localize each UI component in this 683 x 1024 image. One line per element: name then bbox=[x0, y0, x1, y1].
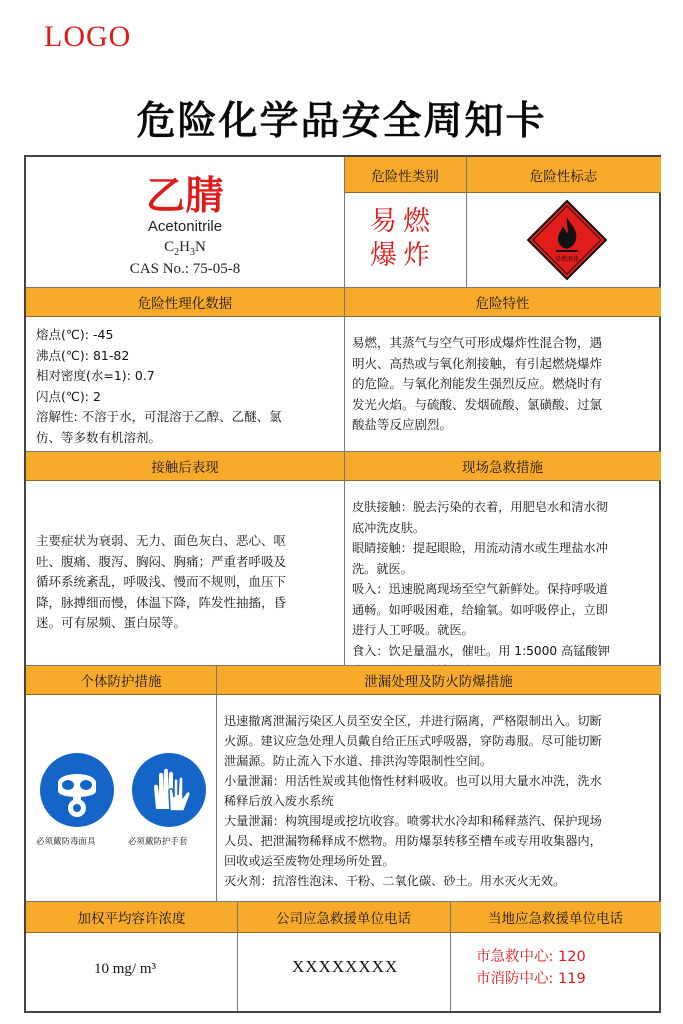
ppe-header: 个体防护措施 bbox=[26, 665, 216, 695]
divider bbox=[450, 901, 451, 1011]
symptoms-header: 接触后表现 bbox=[26, 451, 344, 481]
first-aid-line: 食入：饮足量温水，催吐。用 1:5000 高锰酸钾 bbox=[352, 643, 610, 658]
characteristics-text bbox=[352, 333, 657, 436]
spill-line: 泄漏源。防止流入下水道、排洪沟等限制性空间。 bbox=[224, 754, 493, 768]
symptom-line: 主要症状为衰弱、无力、面色灰白、恶心、呕 bbox=[36, 533, 287, 548]
flammable-liquid-sign bbox=[526, 199, 608, 281]
logo-text: LOGO bbox=[44, 20, 132, 53]
properties-text bbox=[36, 325, 336, 448]
symptom-line: 吐、腹痛、腹泻、胸闷、胸痛；严重者呼吸及 bbox=[36, 553, 287, 569]
spill-line: 稀释后放入废水系统 bbox=[224, 794, 334, 808]
hazard-category-line1: 易燃 bbox=[370, 206, 436, 237]
flame-icon bbox=[526, 199, 608, 281]
first-aid-line: 眼睛接触：提起眼睑，用流动清水或生理盐水冲 bbox=[352, 541, 608, 555]
spill-line: 迅速撤离泄漏污染区人员至安全区，并进行隔离，严格限制出入。切断 bbox=[224, 714, 602, 728]
property-line: 溶解性: 不溶于水，可混溶于乙醇、乙醚、氯 bbox=[36, 409, 282, 424]
spill-line: 回收或运至废物处理场所处置。 bbox=[224, 854, 395, 868]
first-aid-line: 皮肤接触：脱去污染的衣着，用肥皂水和清水彻 bbox=[352, 500, 608, 514]
local-phone-ambulance: 市急救中心: 120 bbox=[476, 949, 586, 965]
spill-line: 大量泄漏：构筑围堤或挖坑收容。喷雾状水冷却和稀释蒸汽、保护现场 bbox=[224, 814, 602, 828]
property-line: 沸点(℃): 81-82 bbox=[36, 347, 130, 363]
spill-text bbox=[224, 711, 659, 891]
chemical-identity bbox=[26, 157, 344, 287]
divider bbox=[26, 665, 661, 666]
spill-line: 火源。建议应急处理人员戴自给正压式呼吸器，穿防毒服。尽可能切断 bbox=[224, 734, 602, 748]
hazard-category-line2: 爆炸 bbox=[370, 240, 436, 271]
company-phone-value: XXXXXXXX bbox=[292, 957, 399, 976]
chemical-name-en: Acetonitrile bbox=[147, 218, 223, 235]
property-line: 闪点(℃): 2 bbox=[36, 388, 101, 404]
twa-value: 10 mg/ m³ bbox=[94, 961, 156, 977]
chemical-name-cn: 乙腈 bbox=[145, 174, 224, 219]
property-line: 熔点(℃): -45 bbox=[36, 327, 114, 342]
divider bbox=[344, 157, 345, 287]
safety-card bbox=[24, 155, 661, 1013]
characteristic-line: 易燃，其蒸气与空气可形成爆炸性混合物，遇 bbox=[352, 335, 603, 350]
gas-mask-icon bbox=[40, 753, 114, 827]
first-aid-header: 现场急救措施 bbox=[344, 451, 661, 481]
divider bbox=[466, 157, 467, 287]
gloves-label: 必须戴防护手套 bbox=[128, 837, 188, 847]
sign-label: 易燃液体 bbox=[554, 256, 579, 263]
first-aid-line: 洗。就医。 bbox=[352, 561, 413, 576]
mask-label: 必须戴防毒面具 bbox=[36, 837, 96, 847]
symptoms-text bbox=[36, 531, 336, 634]
gloves-icon bbox=[132, 753, 206, 827]
cas-number: CAS No.: 75-05-8 bbox=[129, 261, 241, 277]
characteristic-line: 发光火焰。与硫酸、发烟硫酸、氯磺酸、过氯 bbox=[352, 396, 603, 412]
spill-line: 人员、把泄漏物稀释成不燃物。用防爆泵转移至槽车或专用收集器内， bbox=[224, 834, 602, 848]
first-aid-line: 进行人工呼吸。就医。 bbox=[352, 623, 474, 637]
page-title: 危险化学品安全周知卡 bbox=[136, 99, 547, 144]
company-phone-header: 公司应急救援单位电话 bbox=[237, 901, 450, 933]
property-line: 仿、等多数有机溶剂。 bbox=[36, 429, 162, 445]
chemical-formula: $C_2H_3N$ bbox=[164, 239, 206, 258]
local-phone-header: 当地应急救援单位电话 bbox=[450, 901, 661, 933]
divider bbox=[26, 451, 661, 452]
spill-header: 泄漏处理及防火防爆措施 bbox=[216, 665, 661, 695]
symptom-line: 降，脉搏细而慢，体温下降，阵发性抽搐，昏 bbox=[36, 594, 287, 610]
characteristics-header: 危险特性 bbox=[344, 287, 661, 317]
local-phone-fire: 市消防中心: 119 bbox=[476, 971, 586, 987]
divider bbox=[344, 287, 345, 665]
divider bbox=[237, 901, 238, 1011]
hazard-sign-header: 危险性标志 bbox=[466, 157, 661, 193]
properties-header: 危险性理化数据 bbox=[26, 287, 344, 317]
characteristic-line: 的危险。与氧化剂能发生强烈反应。燃烧时有 bbox=[352, 376, 603, 391]
symptom-line: 循环系统紊乱，呼吸浅、慢而不规则，血压下 bbox=[36, 574, 287, 589]
first-aid-line: 吸入：迅速脱离现场至空气新鲜处。保持呼吸道 bbox=[352, 582, 608, 596]
spill-line: 灭火剂：抗溶性泡沫、干粉、二氧化碳、砂土。用水灭火无效。 bbox=[224, 874, 566, 888]
characteristic-line: 明火、高热或与氧化剂接触，有引起燃烧爆炸 bbox=[352, 355, 603, 371]
divider bbox=[26, 901, 661, 902]
divider bbox=[216, 665, 217, 901]
symptom-line: 迷。可有尿频、蛋白尿等。 bbox=[36, 615, 187, 630]
twa-header: 加权平均容许浓度 bbox=[26, 901, 237, 933]
first-aid-text bbox=[352, 497, 657, 682]
property-line: 相对密度(水=1): 0.7 bbox=[36, 368, 155, 383]
characteristic-line: 酸盐等反应剧烈。 bbox=[352, 417, 453, 432]
spill-line: 小量泄漏：用活性炭或其他惰性材料吸收。也可以用大量水冲洗，洗水 bbox=[224, 774, 602, 788]
first-aid-line: 底冲洗皮肤。 bbox=[352, 520, 426, 535]
first-aid-line: 通畅。如呼吸困难，给输氧。如呼吸停止，立即 bbox=[352, 602, 608, 617]
hazard-category-header: 危险性类别 bbox=[344, 157, 466, 193]
